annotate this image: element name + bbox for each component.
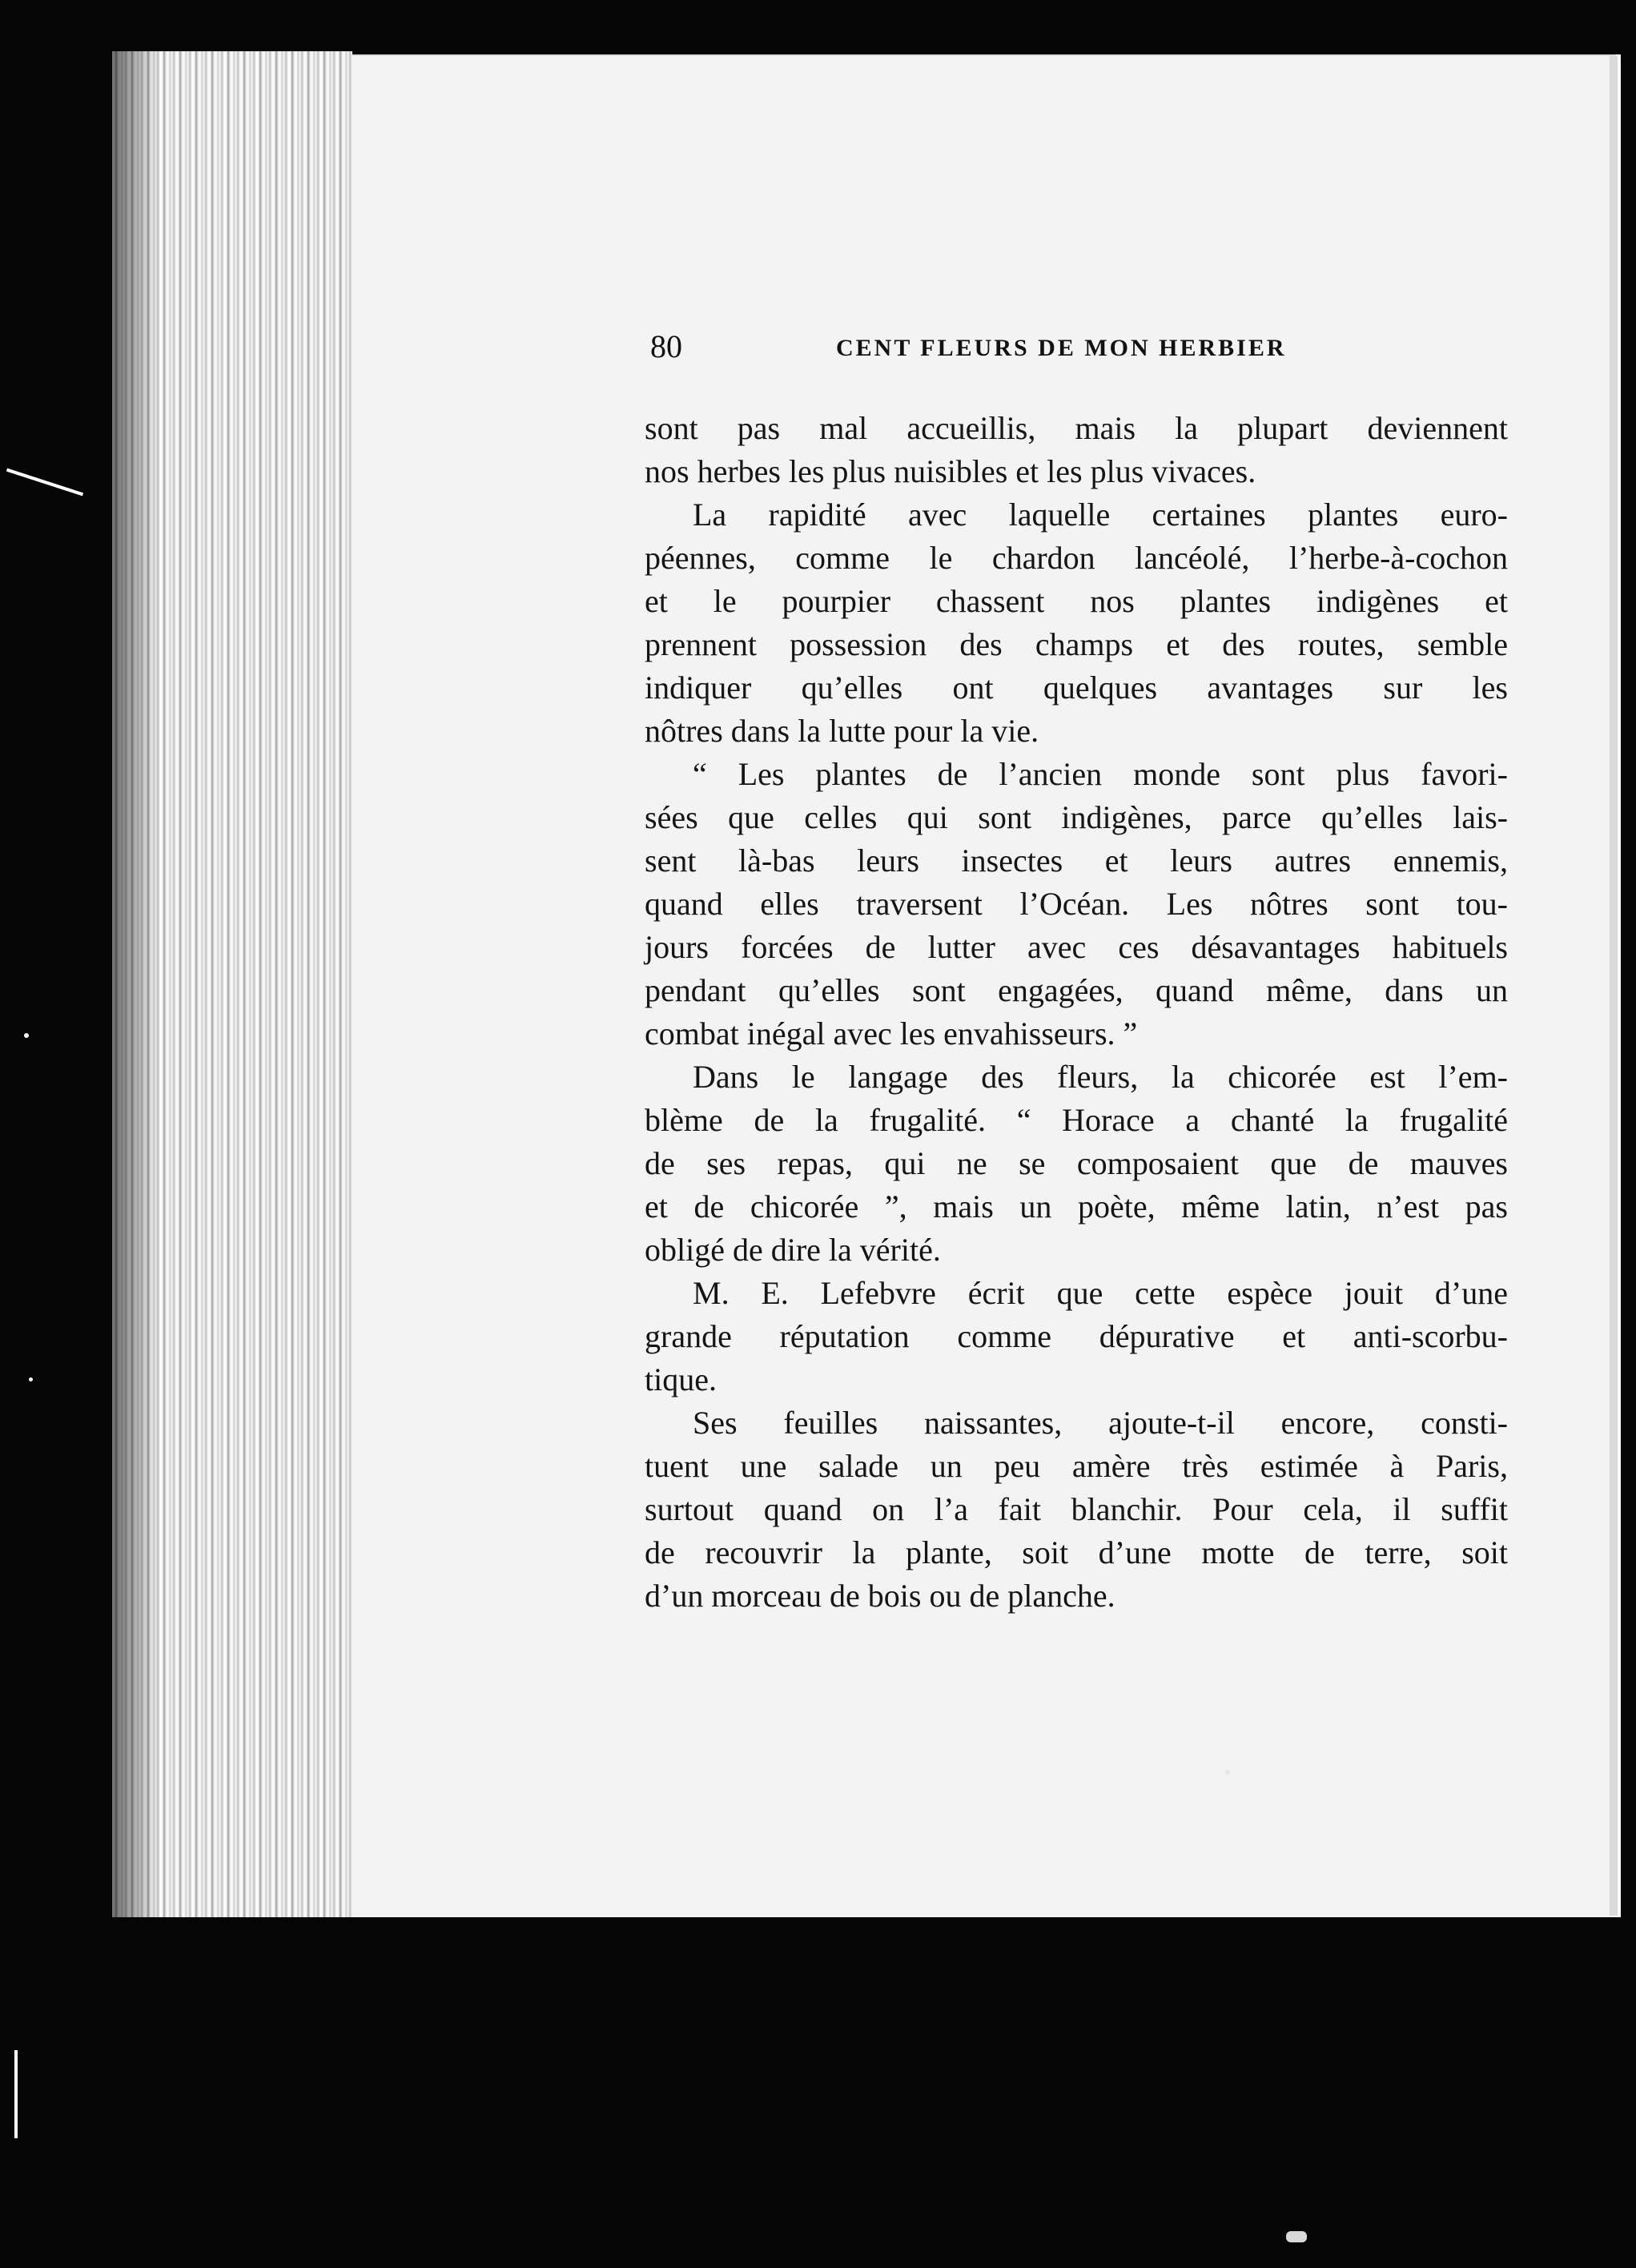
text-line: La rapidité avec laquelle certaines plantes euro-: [693, 497, 1508, 533]
scan-artifact-mark: [1286, 2231, 1307, 2242]
text-line: quand elles traversent l’Océan. Les nôtres sont tou-: [645, 886, 1508, 922]
page-number: 80: [650, 328, 682, 364]
text-line: nôtres dans la lutte pour la vie.: [645, 713, 1039, 749]
text-line: nos herbes les plus nuisibles et les plus vivaces.: [645, 453, 1256, 489]
running-head: [650, 327, 1336, 367]
scan-artifact-mark: [24, 1033, 29, 1038]
text-line: de ses repas, qui ne se composaient que de mauves: [645, 1145, 1508, 1181]
text-line: jours forcées de lutter avec ces désavantages habituels: [645, 929, 1508, 965]
scan-artifact-mark: [14, 2050, 18, 2138]
text-line: “ Les plantes de l’ancien monde sont plus favori-: [693, 756, 1508, 792]
text-line: blème de la frugalité. “ Horace a chanté la frugalité: [645, 1102, 1508, 1138]
text-line: obligé de dire la vérité.: [645, 1232, 941, 1268]
paper-speck: [1225, 1770, 1230, 1775]
text-line: surtout quand on l’a fait blanchir. Pour cela, il suffit: [645, 1491, 1508, 1527]
page-right-edge: [1610, 56, 1618, 1916]
text-line: sent là-bas leurs insectes et leurs autres ennemis,: [645, 842, 1508, 879]
text-line: d’un morceau de bois ou de planche.: [645, 1578, 1115, 1614]
text-line: péennes, comme le chardon lancéolé, l’herbe-à-cochon: [645, 540, 1508, 576]
text-line: Ses feuilles naissantes, ajoute-t-il encore, consti-: [693, 1405, 1508, 1441]
text-line: pendant qu’elles sont engagées, quand même, dans un: [645, 972, 1508, 1008]
text-line: Dans le langage des fleurs, la chicorée est l’em-: [693, 1059, 1508, 1095]
text-line: prennent possession des champs et des routes, semble: [645, 626, 1508, 662]
text-line: M. E. Lefebvre écrit que cette espèce jouit d’une: [693, 1275, 1508, 1311]
text-line: et le pourpier chassent nos plantes indigènes et: [645, 583, 1508, 619]
text-line: indiquer qu’elles ont quelques avantages sur les: [645, 670, 1508, 706]
body-text: [645, 407, 1508, 1618]
text-line: de recouvrir la plante, soit d’une motte de terre, soit: [645, 1534, 1508, 1570]
book-gutter-shadow: [112, 51, 160, 1917]
text-line: tuent une salade un peu amère très estimée à Paris,: [645, 1448, 1508, 1484]
text-line: tique.: [645, 1361, 717, 1397]
text-line: grande réputation comme dépurative et anti-scorbu-: [645, 1318, 1508, 1354]
text-line: et de chicorée ”, mais un poète, même latin, n’est pas: [645, 1188, 1508, 1224]
text-line: sées que celles qui sont indigènes, parce qu’elles lais-: [645, 799, 1508, 835]
running-title: CENT FLEURS DE MON HERBIER: [836, 335, 1287, 361]
text-line: sont pas mal accueillis, mais la plupart deviennent: [645, 410, 1508, 446]
text-line: combat inégal avec les envahisseurs. ”: [645, 1015, 1138, 1052]
scan-artifact-mark: [29, 1377, 33, 1381]
scan-artifact-mark: [6, 468, 83, 497]
